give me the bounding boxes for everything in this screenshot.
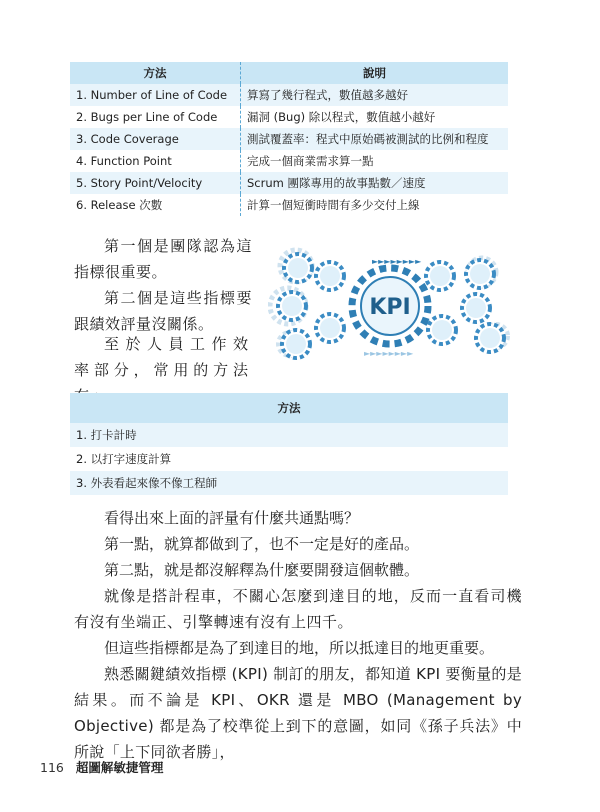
svg-text:►►►►►►►►: ►►►►►►►► <box>364 349 414 358</box>
metrics-table <box>70 62 508 216</box>
description-cell: 測試覆蓋率：程式中原始碼被測試的比例和程度 <box>241 128 509 150</box>
table-row <box>70 423 508 447</box>
method-cell: 1. Number of Line of Code <box>70 84 241 106</box>
method-cell: 3. 外表看起來像不像工程師 <box>70 471 508 495</box>
method-cell: 3. Code Coverage <box>70 128 241 150</box>
table-header-row <box>70 393 508 423</box>
page-number: 116 <box>40 760 64 775</box>
book-title: 超圖解敏捷管理 <box>75 760 164 775</box>
header-method: 方法 <box>70 62 241 84</box>
body-paragraph-1: 看得出來上面的評量有什麼共通點嗎？ <box>104 509 360 527</box>
kpi-gears-illustration <box>268 246 514 364</box>
table-row <box>70 172 508 194</box>
method-cell: 1. 打卡計時 <box>70 423 508 447</box>
efficiency-methods-table <box>70 393 508 495</box>
description-cell: 算寫了幾行程式，數值越多越好 <box>241 84 509 106</box>
table-row <box>70 150 508 172</box>
method-cell: 2. Bugs per Line of Code <box>70 106 241 128</box>
body-paragraph-5: 但這些指標都是為了到達目的地，所以抵達目的地更重要。 <box>104 639 495 657</box>
side-paragraph-3: 至於人員工作效率部分，常用的方法 <box>74 335 252 379</box>
method-cell: 5. Story Point/Velocity <box>70 172 241 194</box>
description-cell: 完成一個商業需求算一點 <box>247 154 374 168</box>
page-footer <box>40 758 163 776</box>
body-paragraph-3: 第二點，就是都沒解釋為什麼要開發這個軟體。 <box>104 561 420 579</box>
description-cell: 漏洞 (Bug) 除以程式，數值越小越好 <box>247 110 436 124</box>
body-paragraph-4: 就像是搭計程車，不關心怎麼到達目的地，反而一直看司機有沒有坐端正、引擎轉速有沒有上四千。 <box>74 587 522 631</box>
method-cell: 4. Function Point <box>70 150 241 172</box>
body-paragraph-2: 第一點，就算都做到了，也不一定是好的產品。 <box>104 535 420 553</box>
table-row <box>70 128 508 150</box>
table-row <box>70 471 508 495</box>
header-description: 說明 <box>241 62 509 84</box>
table-row <box>70 447 508 471</box>
table-row <box>70 84 508 106</box>
table-header-row <box>70 62 508 84</box>
side-paragraph-1: 第一個是團隊認為這指標很重要。 <box>74 237 252 281</box>
description-cell: Scrum 團隊專用的故事點數／速度 <box>241 172 509 194</box>
description-cell: 計算一個短衝時間有多少交付上線 <box>247 198 420 212</box>
side-paragraph-2: 第二個是這些指標要跟績效評量沒關係。 <box>74 289 252 333</box>
table-row <box>70 194 508 216</box>
kpi-label: KPI <box>369 295 411 320</box>
kpi-gear-icon <box>352 268 428 344</box>
body-paragraph-6: 熟悉關鍵績效指標 (KPI) 制訂的朋友，都知道 KPI 要衡量的是結果。而不論是 KPI、OKR 還是 MBO (Management by Objective) 都是為了校準從上到下的意圖，如同《孫子兵法》中所說「上下同欲者勝」， <box>74 665 522 761</box>
header-method: 方法 <box>70 393 508 423</box>
svg-text:►►►►►►►►: ►►►►►►►► <box>372 257 422 266</box>
table-row <box>70 106 508 128</box>
method-cell: 2. 以打字速度計算 <box>76 452 172 466</box>
method-cell: 6. Release 次數 <box>70 194 241 216</box>
